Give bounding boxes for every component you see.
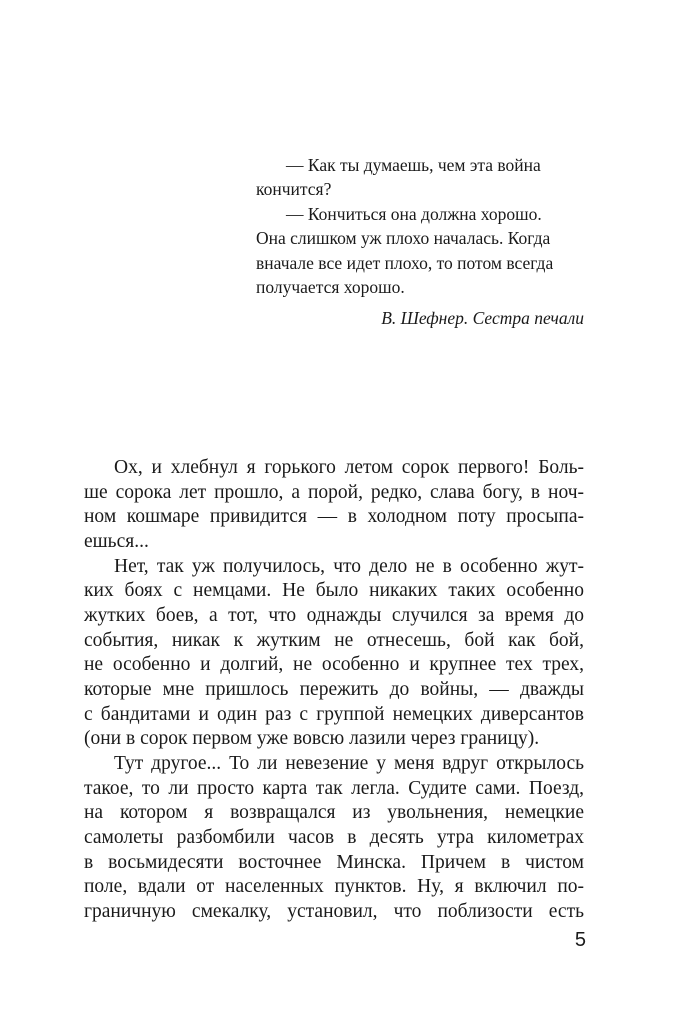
epigraph-line: — Как ты думаешь, чем эта война (286, 155, 541, 175)
paragraph-2 (84, 555, 584, 752)
text-line: на котором я возвращался из увольнения, немецкие (84, 802, 584, 824)
epigraph-line: получается хорошо. (256, 277, 405, 298)
text-line: ше сорока лет прошло, а порой, редко, слава богу, в ноч- (84, 481, 584, 503)
text-line: с бандитами и один раз с группой немецких диверсантов (84, 703, 584, 725)
text-line: Тут другое... То ли невезение у меня вдруг открылось (114, 752, 584, 774)
epigraph-line: Она слишком уж плохо началась. Когда (256, 228, 551, 249)
epigraph-line: кончится? (256, 179, 332, 200)
text-line: такое, то ли просто карта так легла. Судите сами. Поезд, (84, 777, 584, 799)
text-line: Ох, и хлебнул я горького летом сорок первого! Боль- (114, 457, 584, 478)
text-line: не особенно и долгий, не особенно и крупнее тех трех, (84, 654, 584, 676)
text-line: жутких боев, а тот, что однажды случился за время до (84, 604, 584, 626)
body-text (84, 456, 584, 924)
epigraph-line: вначале все идет плохо, то потом всегда (256, 252, 554, 273)
epigraph (256, 153, 584, 331)
page-number: 5 (574, 929, 586, 951)
text-line: события, никак к жутким не отнесешь, бой как бой, (84, 629, 584, 651)
text-line: ких боях с немцами. Не было никаких таких особенно (84, 580, 584, 602)
text-line: граничную смекалку, установил, что поблизости есть (84, 900, 584, 922)
paragraph-1 (84, 456, 584, 555)
text-line: ном кошмаре привидится — в холодном поту просыпа- (84, 506, 584, 528)
epigraph-line: — Кончиться она должна хорошо. (286, 203, 542, 224)
epigraph-attribution: В. Шефнер. Сестра печали (381, 308, 584, 329)
text-line: поле, вдали от населенных пунктов. Ну, я включил по- (84, 876, 584, 898)
text-line: в восьмидесяти восточнее Минска. Причем в чистом (84, 851, 584, 873)
text-line: ешься... (84, 530, 149, 552)
paragraph-3 (84, 752, 584, 925)
text-line: (они в сорок первом уже вовсю лазили через границу). (84, 728, 540, 750)
text-line: Нет, так уж получилось, что дело не в особенно жут- (114, 555, 584, 577)
text-line: самолеты разбомбили часов в десять утра километрах (84, 826, 584, 848)
text-line: которые мне пришлось пережить до войны, — дважды (84, 678, 584, 700)
